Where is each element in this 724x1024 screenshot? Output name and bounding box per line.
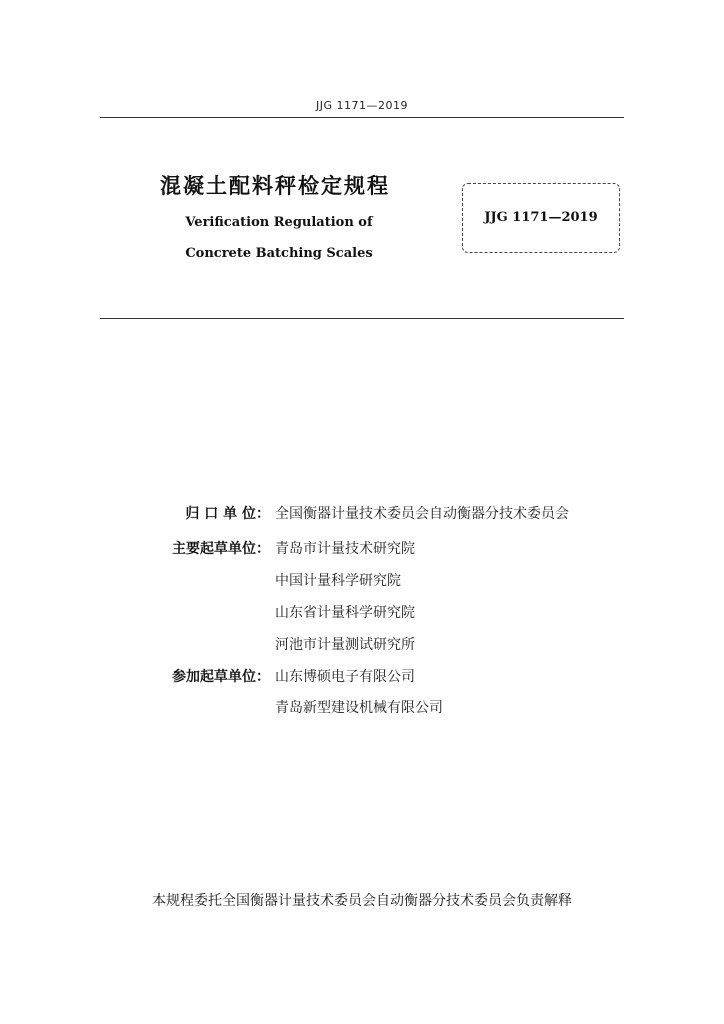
main-drafter-item: 中国计量科学研究院 (275, 573, 401, 589)
title-english-line1: Verification Regulation of (185, 215, 373, 230)
title-english-line2: Concrete Batching Scales (185, 246, 373, 261)
participating-drafter-item: 山东博硕电子有限公司 (275, 669, 415, 685)
administrator-value: 全国衡器计量技术委员会自动衡器分技术委员会 (275, 506, 569, 522)
middle-divider (100, 318, 624, 319)
main-drafter-item: 河池市计量测试研究所 (275, 637, 415, 653)
administrator-label: 归 口 单 位： (185, 506, 270, 522)
header-regulation-code: JJG 1171—2019 (316, 99, 408, 112)
participating-drafter-item: 青岛新型建设机械有限公司 (275, 700, 443, 716)
title-chinese: 混凝土配料秤检定规程 (160, 174, 390, 198)
main-drafter-item: 山东省计量科学研究院 (275, 605, 415, 621)
top-divider (100, 117, 624, 118)
main-drafters-label: 主要起草单位： (172, 541, 270, 557)
participating-drafters-label: 参加起草单位： (172, 669, 270, 685)
regulation-code-box-text: JJG 1171—2019 (484, 210, 598, 225)
main-drafter-item: 青岛市计量技术研究院 (275, 541, 415, 557)
interpretation-note: 本规程委托全国衡器计量技术委员会自动衡器分技术委员会负责解释 (152, 893, 572, 909)
